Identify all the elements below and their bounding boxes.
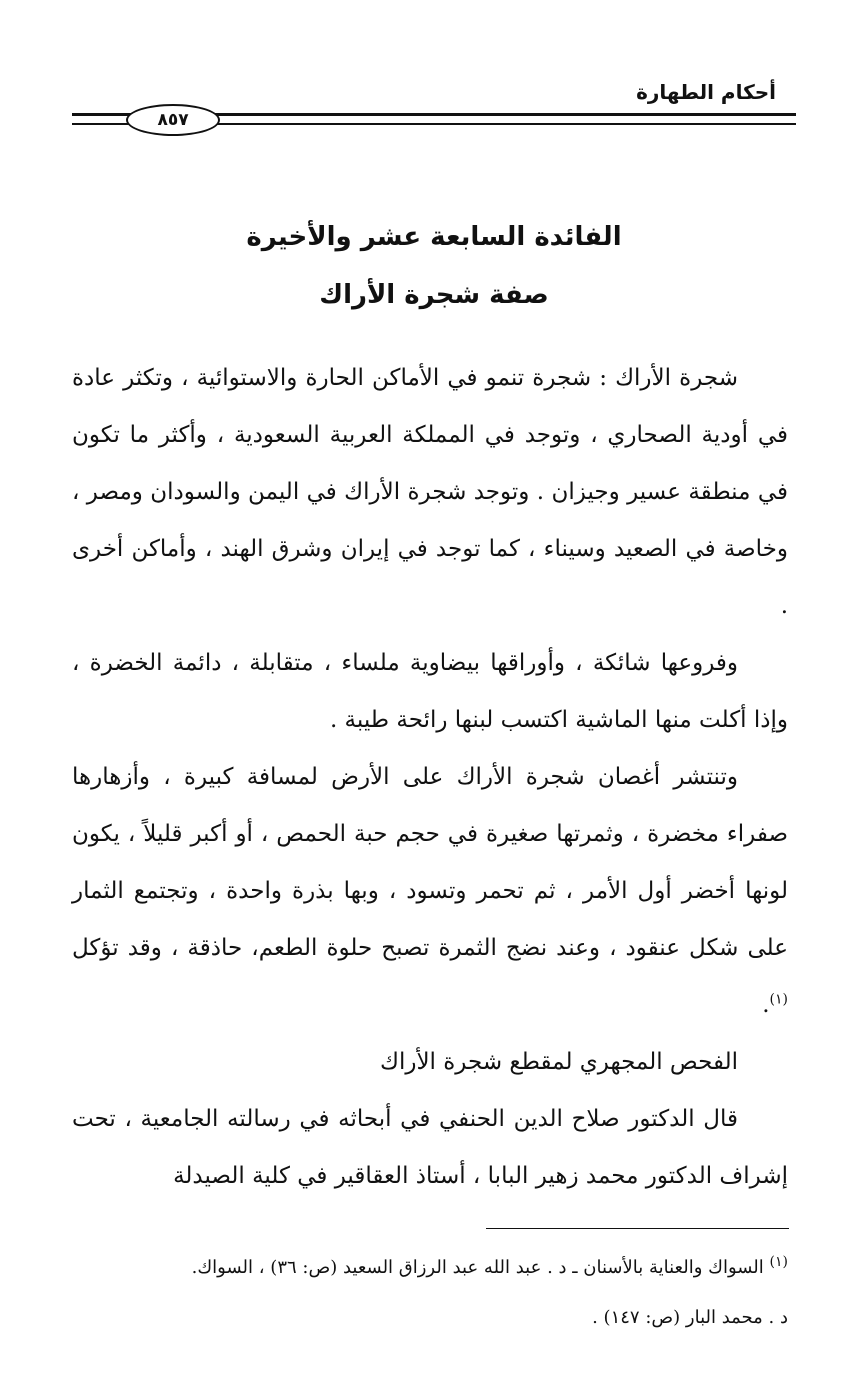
footnote-1-text: السواك والعناية بالأسنان ـ د . عبد الله عبد الرزاق السعيد (ص: ٣٦) ، السواك. [191,1257,764,1278]
paragraph-4: الفحص المجهري لمقطع شجرة الأراك [379,1049,738,1075]
page-number: ٨٥٧ [157,110,189,130]
footnote-1 [72,1243,788,1293]
paragraph-3 [72,749,788,1034]
footnote-reference[interactable]: (١) [769,991,788,1008]
page-number-badge [126,104,220,136]
paragraph-1: شجرة الأراك : شجرة تنمو في الأماكن الحارة والاستوائية ، وتكثر عادة في أودية الصحاري ، وتوجد في المملكة العربية السعودية ، وأكثر ما تكون في منطقة عسير وجيزان . وتوجد شجرة الأراك في اليمن والسودان ومصر ، وخاصة في الصعيد وسيناء ، كما توجد في إيران وشرق الهند ، وأماكن أخرى . [72,365,788,619]
footnote-marker: (١) [769,1254,788,1270]
paragraph-3-text: وتنتشر أغصان شجرة الأراك على الأرض لمسافة كبيرة ، وأزهارها صفراء مخضرة ، وثمرتها صغيرة في حجم حبة الحمص ، أو أكبر قليلاً ، يكون لونها أخضر أول الأمر ، ثم تحمر وتسود ، وبها بذرة واحدة ، وتجتمع الثمار على شكل عنقود ، وعند نضج الثمرة تصبح حلوة الطعم، حاذقة ، وقد تؤكل [72,764,789,961]
footnotes [72,1243,788,1343]
paragraph-2: وفروعها شائكة ، وأوراقها بيضاوية ملساء ، متقابلة ، دائمة الخضرة ، وإذا أكلت منها الماشية اكتسب لبنها رائحة طيبة . [72,650,788,733]
paragraph-3-end: . [762,992,770,1018]
paragraph-5: قال الدكتور صلاح الدين الحنفي في أبحاثه في رسالته الجامعية ، تحت إشراف الدكتور محمد زهير البابا ، أستاذ العقاقير في كلية الصيدلة [72,1106,788,1189]
section-heading [0,208,868,324]
section-subtitle: صفة شجرة الأراك [319,280,549,310]
footnote-1-continued: د . محمد البار (ص: ١٤٧) . [592,1307,788,1328]
running-title: أحكام الطهارة [636,80,776,104]
section-title: الفائدة السابعة عشر والأخيرة [246,222,622,252]
footnote-separator [486,1228,789,1229]
body-text [72,350,788,1205]
